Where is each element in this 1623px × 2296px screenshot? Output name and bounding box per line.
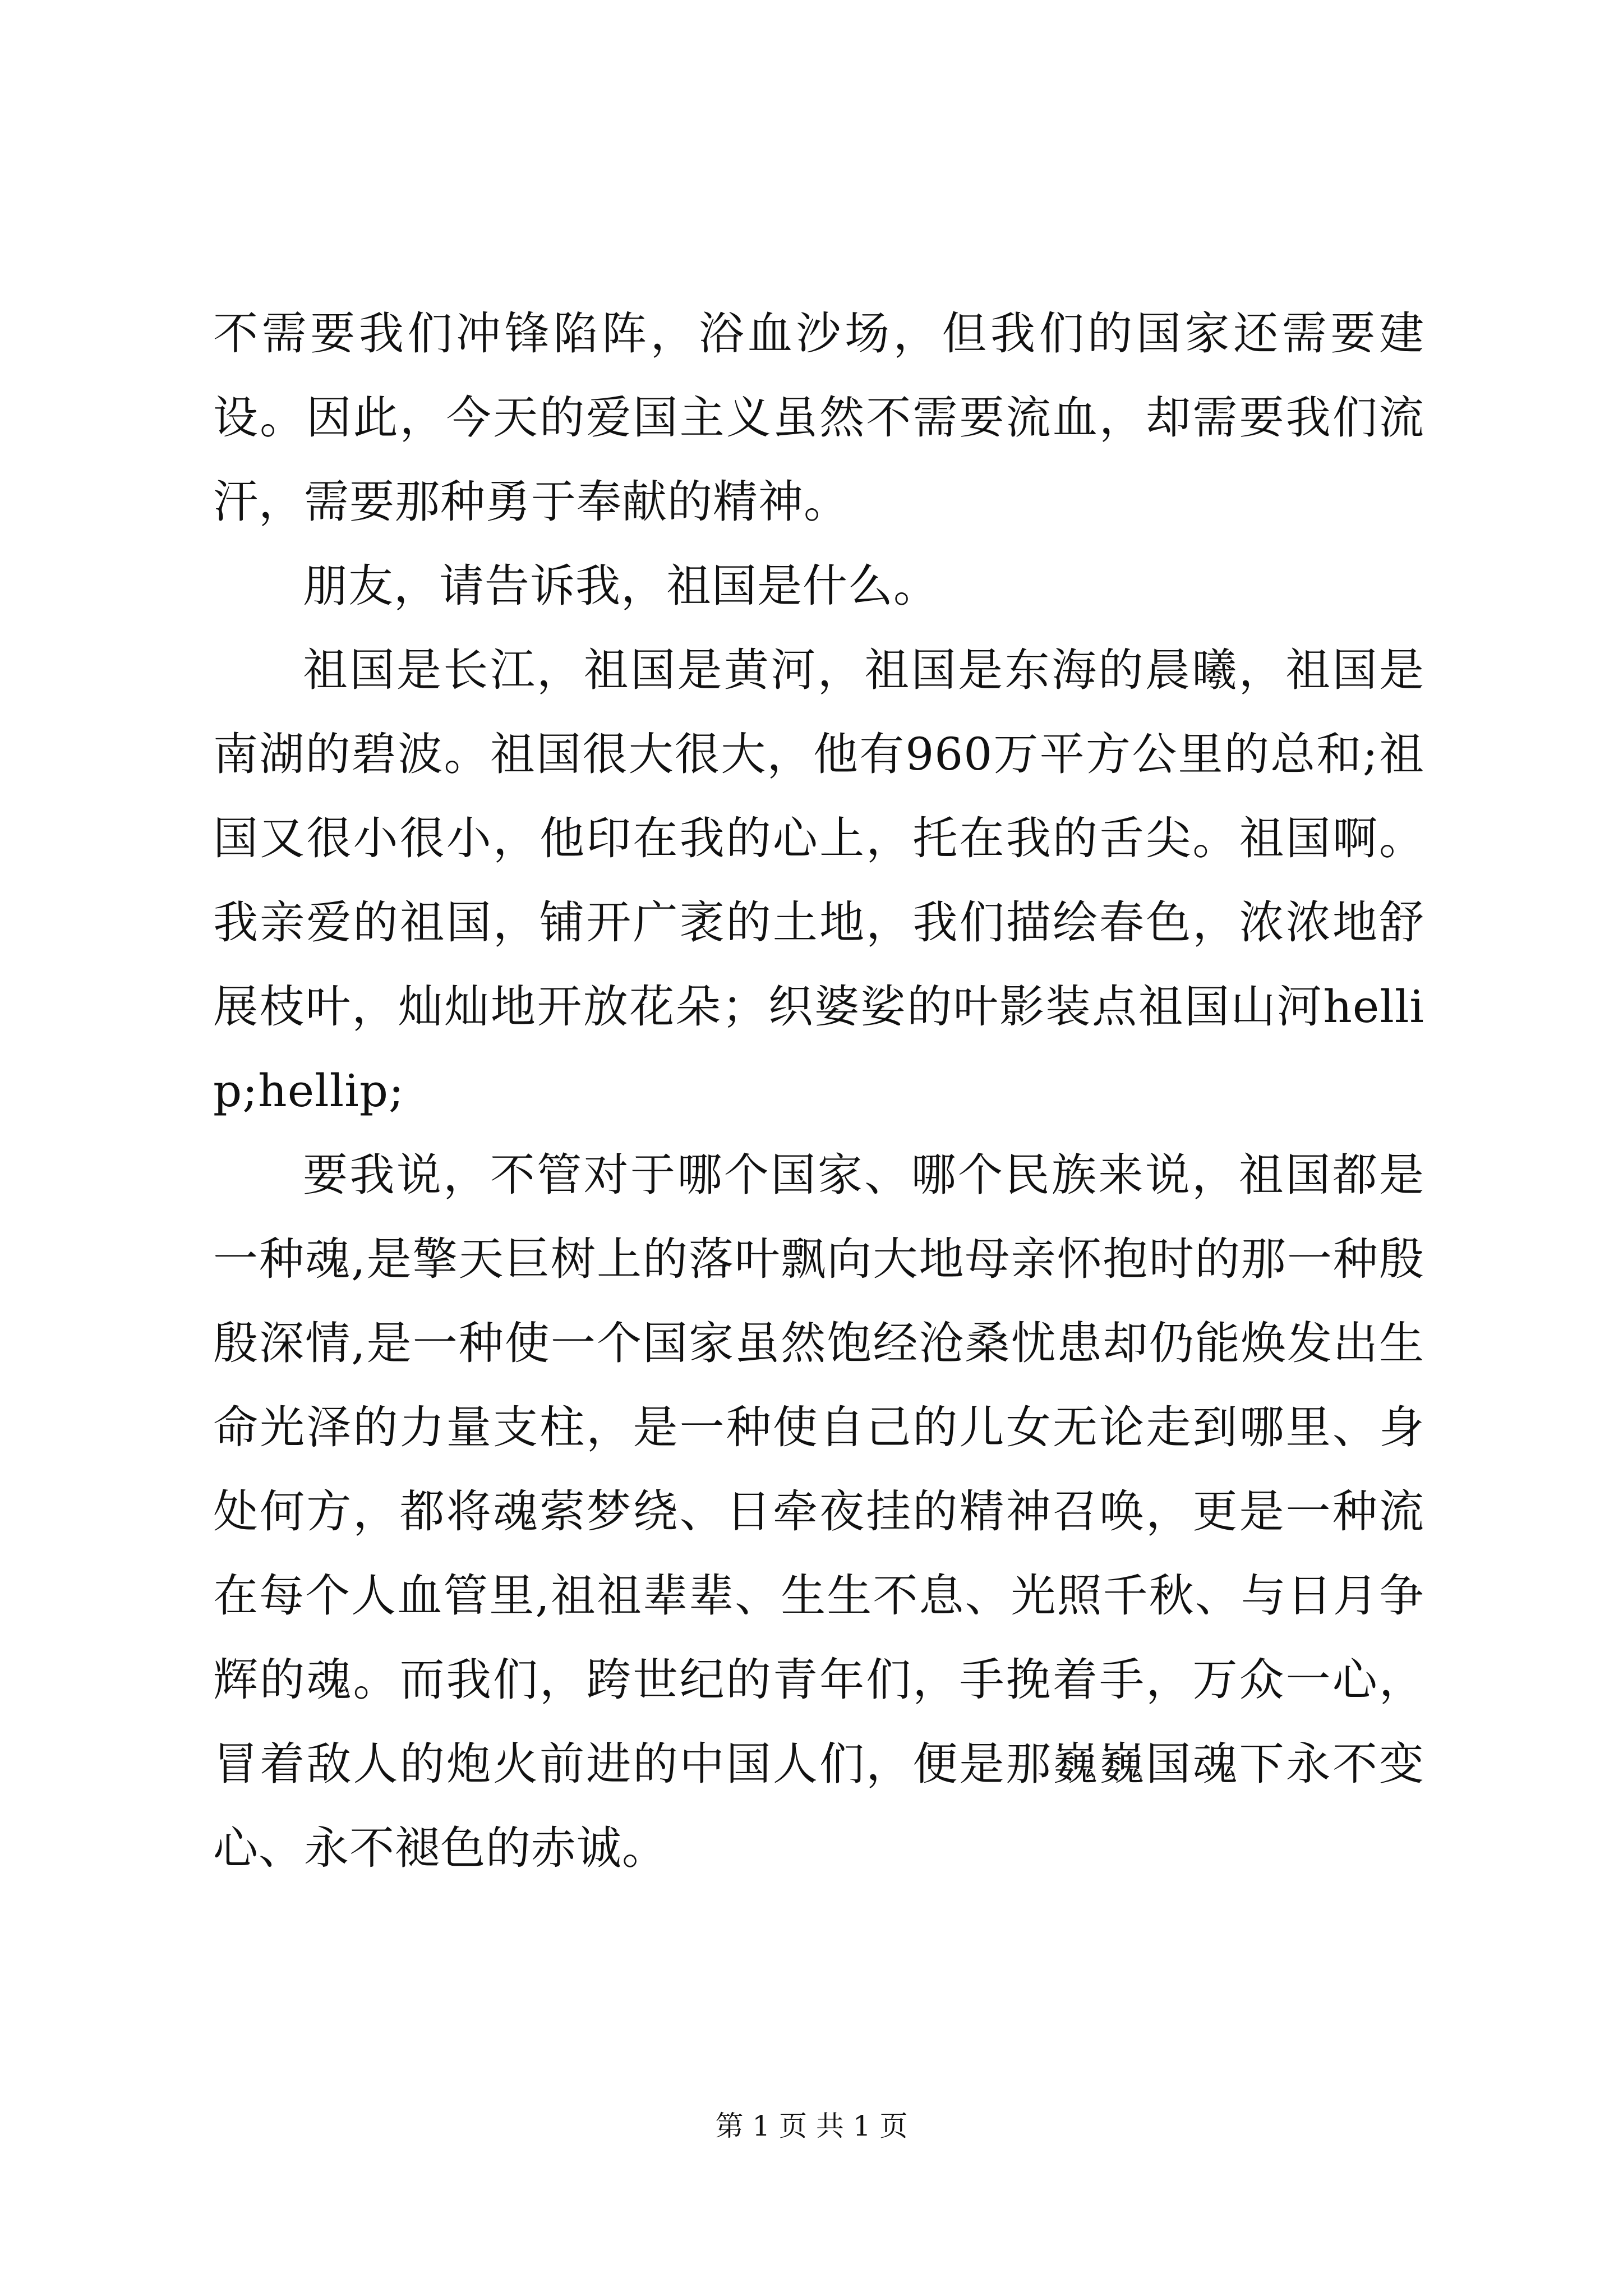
- page-number-footer: 第 1 页 共 1 页: [715, 2110, 908, 2142]
- paragraph-question: 朋友，请告诉我，祖国是什么。: [303, 560, 939, 612]
- paragraph-national-soul: 要我说，不管对于哪个国家、哪个民族来说，祖国都是一种魂,是擎天巨树上的落叶飘向大地母亲怀抱时的那一种殷殷深情,是一种使一个国家虽然饱经沧桑忧患却仍能焕发出生命光泽的力量支柱，是一种使自己的儿女无论走到哪里、身处何方，都将魂萦梦绕、日牵夜挂的精神召唤，更是一种流在每个人血管里,祖祖辈辈、生生不息、光照千秋、与日月争辉的魂。而我们，跨世纪的青年们，手挽着手，万众一心，冒着敌人的炮火前进的中国人们，便是那巍巍国魂下永不变心、永不褪色的赤诚。: [213, 1149, 1424, 1874]
- paragraph-continuation: 不需要我们冲锋陷阵，浴血沙场，但我们的国家还需要建设。因此，今天的爱国主义虽然不需要流血，却需要我们流汗，需要那种勇于奉献的精神。: [213, 307, 1424, 528]
- paragraph-motherland: 祖国是长江，祖国是黄河，祖国是东海的晨曦，祖国是南湖的碧波。祖国很大很大，他有960万平方公里的总和;祖国又很小很小，他印在我的心上，托在我的舌尖。祖国啊。我亲爱的祖国，铺开广袤的土地，我们描绘春色，浓浓地舒展枝叶，灿灿地开放花朵；织婆娑的叶影装点祖国山河hellip;hellip;: [213, 644, 1424, 1117]
- document-body: [213, 292, 1424, 1890]
